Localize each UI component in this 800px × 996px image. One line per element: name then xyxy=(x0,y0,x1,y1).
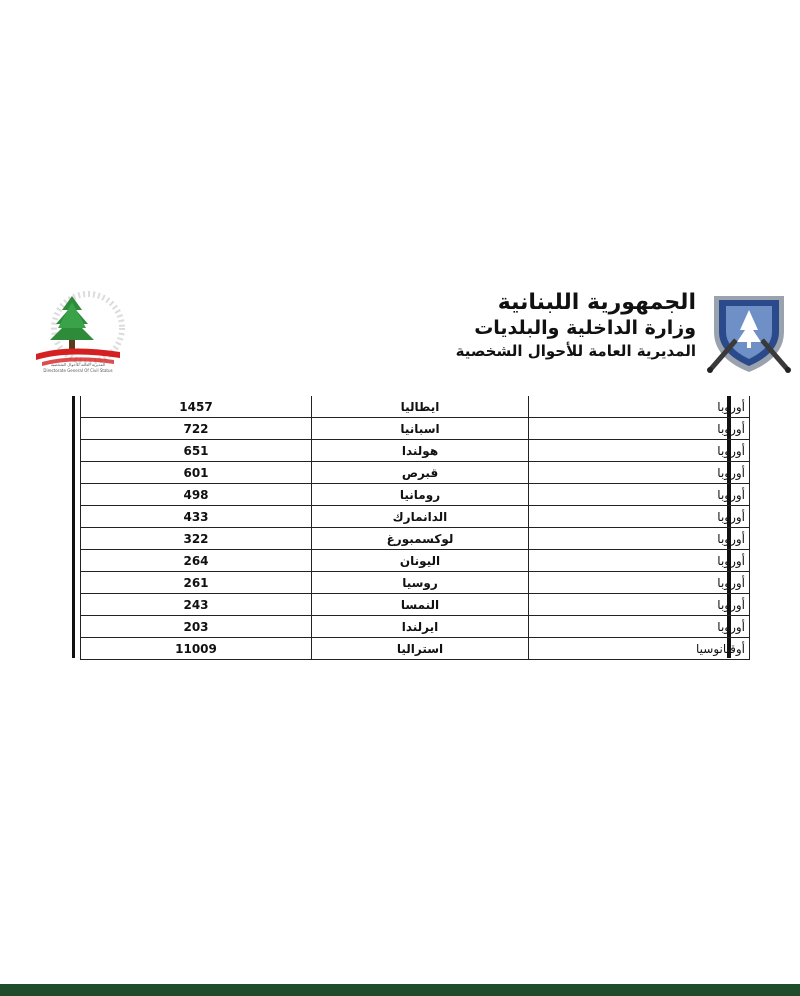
country-cell: رومانيا xyxy=(312,484,529,506)
region-cell: أوروبا xyxy=(529,506,750,528)
country-cell: اسبانيا xyxy=(312,418,529,440)
region-cell: أوروبا xyxy=(529,396,750,418)
region-cell: أوروبا xyxy=(529,572,750,594)
table-row xyxy=(81,572,750,594)
number-cell: 651 xyxy=(81,440,312,462)
number-cell: 722 xyxy=(81,418,312,440)
number-cell: 433 xyxy=(81,506,312,528)
region-cell: أوروبا xyxy=(529,462,750,484)
letterhead-titles xyxy=(456,290,696,362)
table-row xyxy=(81,484,750,506)
table-row xyxy=(81,462,750,484)
table-border-left xyxy=(72,396,75,658)
region-cell: أوروبا xyxy=(529,484,750,506)
number-cell: 264 xyxy=(81,550,312,572)
directorate-title: المديرية العامة للأحوال الشخصية xyxy=(455,342,696,360)
number-cell: 243 xyxy=(81,594,312,616)
logo-caption-arabic: المديرية العامة للأحوال الشخصية xyxy=(50,362,106,367)
country-cell: استراليا xyxy=(312,638,529,660)
ministry-shield-emblem-icon xyxy=(706,280,792,376)
number-cell: 11009 xyxy=(81,638,312,660)
country-cell: النمسا xyxy=(312,594,529,616)
country-cell: اليونان xyxy=(312,550,529,572)
table-row xyxy=(81,396,750,418)
country-cell: لوكسمبورغ xyxy=(312,528,529,550)
region-cell: أوروبا xyxy=(529,550,750,572)
table-row xyxy=(81,638,750,660)
number-cell: 203 xyxy=(81,616,312,638)
number-cell: 1457 xyxy=(81,396,312,418)
number-cell: 601 xyxy=(81,462,312,484)
statistics-table xyxy=(80,396,750,660)
country-cell: هولندا xyxy=(312,440,529,462)
number-cell: 498 xyxy=(81,484,312,506)
table-row xyxy=(81,528,750,550)
table-row xyxy=(81,616,750,638)
logo-caption-english: Directorate General Of Civil Status xyxy=(43,368,113,373)
number-cell: 261 xyxy=(81,572,312,594)
ministry-title: وزارة الداخلية والبلديات xyxy=(474,317,696,339)
region-cell: أوروبا xyxy=(529,528,750,550)
table-row xyxy=(81,506,750,528)
table-row xyxy=(81,550,750,572)
region-cell: أوروبا xyxy=(529,616,750,638)
footer-bar xyxy=(0,984,800,996)
table-row xyxy=(81,594,750,616)
region-cell: أوقيانوسيا xyxy=(529,638,750,660)
country-cell: الدانمارك xyxy=(312,506,529,528)
region-cell: أوروبا xyxy=(529,594,750,616)
country-cell: ايرلندا xyxy=(312,616,529,638)
number-cell: 322 xyxy=(81,528,312,550)
table-row xyxy=(81,440,750,462)
republic-title: الجمهورية اللبنانية xyxy=(497,290,696,315)
region-cell: أوروبا xyxy=(529,440,750,462)
country-cell: روسيا xyxy=(312,572,529,594)
table-row xyxy=(81,418,750,440)
country-cell: قبرص xyxy=(312,462,529,484)
country-cell: ايطاليا xyxy=(312,396,529,418)
region-cell: أوروبا xyxy=(529,418,750,440)
letterhead xyxy=(0,280,800,380)
